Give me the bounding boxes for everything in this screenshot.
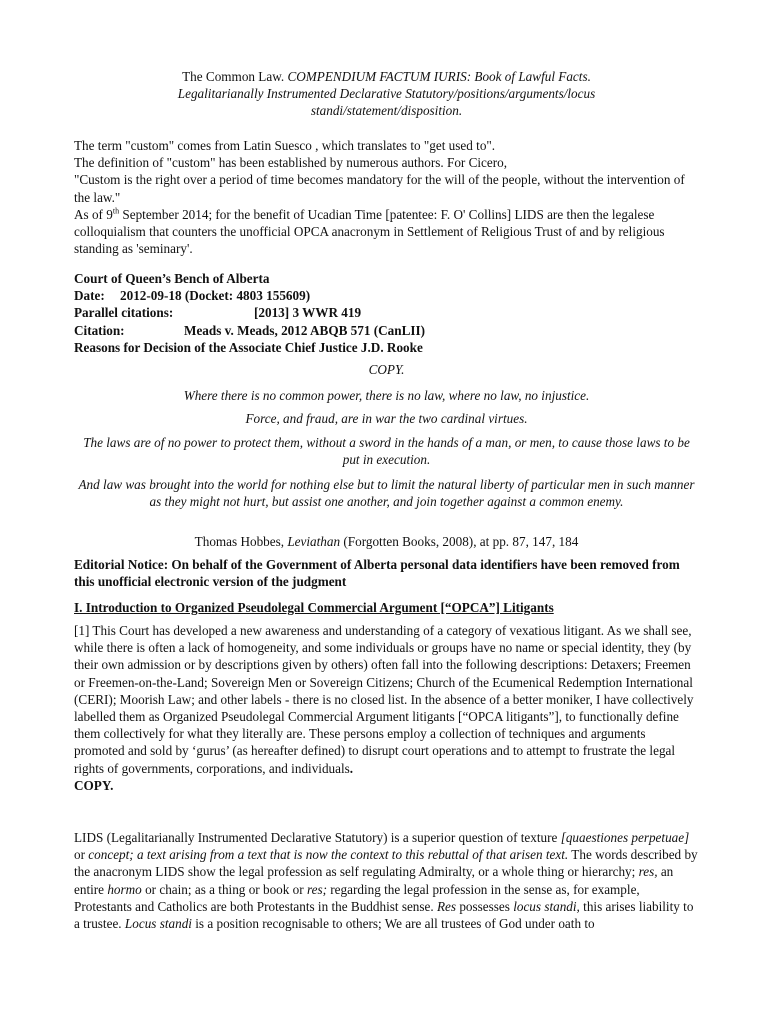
lids-italic-8: Locus standi xyxy=(124,916,192,932)
header-line-1 xyxy=(74,68,699,85)
header-line-2: Legalitarianally Instrumented Declarative Statutory/positions/arguments/locus xyxy=(177,86,596,102)
header-title: COMPENDIUM FACTUM IURIS: Book of Lawful Facts. xyxy=(287,69,591,84)
citation-label: Citation: xyxy=(74,322,125,338)
section-heading: I. Introduction to Organized Pseudolegal Commercial Argument [“OPCA”] Litigants xyxy=(74,600,554,615)
lids-text-5: or chain; as a thing or book or xyxy=(141,881,307,897)
as-of-prefix: As of 9 xyxy=(74,206,113,222)
quote-attribution xyxy=(74,533,699,550)
case-parallel-citations xyxy=(74,304,699,321)
intro-block xyxy=(74,137,699,257)
lids-italic-7: locus standi, xyxy=(513,898,580,914)
lids-text-4: an entire xyxy=(74,864,674,897)
lids-text-1: LIDS (Legalitarianally Instrumented Declarative Statutory) is a superior question of texture xyxy=(74,830,561,845)
parallel-value: [2013] 3 WWR 419 xyxy=(254,305,362,321)
intro-quote: "Custom is the right over a period of time becomes mandatory for the will of the people, without the intervention of the law." xyxy=(74,172,685,205)
paragraph-1 xyxy=(74,622,699,794)
case-reasons: Reasons for Decision of the Associate Chief Justice J.D. Rooke xyxy=(74,339,423,355)
attribution-author: Thomas Hobbes, xyxy=(194,534,288,549)
as-of-text: September 2014; for the benefit of Ucadian Time [patentee: F. O' Collins] LIDS are then the legalese colloquialism that counters the unofficial OPCA anacronym in Settlement of Religious Trust of and by religious standing as 'seminary'. xyxy=(74,206,665,257)
paragraph-1-text: [1] This Court has developed a new awareness and understanding of a category of vexatious litigant. As we shall see, while there is often a lack of homogeneity, and some individuals or groups have no name or special identity, they (by their own admission or by descriptions given by others) often fall into the following descriptions: Detaxers; Freemen or Freemen-on-the-Land; Sovereign Men or Sovereign Citizens; Church of the Ecumenical Redemption International (CERI); Moorish Law; and other labels - there is no closed list. In the absence of a better moniker, I have collectively labelled them as Organized Pseudolegal Commercial Argument litigants [“OPCA litigants”], to functionally define them collectively for what they literally are. These persons employ a collection of techniques and arguments promoted and sold by ‘gurus’ (as hereafter defined) to disrupt court operations and to attempt to frustrate the legal rights of governments, corporations, and individuals xyxy=(74,623,694,776)
lids-paragraph xyxy=(74,829,699,932)
lids-italic-4: hormo xyxy=(107,881,142,897)
date-value: 2012-09-18 (Docket: 4803 155609) xyxy=(120,288,311,304)
intro-line-1: The term "custom" comes from Latin Suesco , which translates to "get used to". xyxy=(74,138,496,153)
court-name: Court of Queen’s Bench of Alberta xyxy=(74,271,270,286)
lids-italic-5: res; xyxy=(306,881,327,897)
date-label: Date: xyxy=(74,288,105,304)
intro-as-of xyxy=(74,206,699,258)
lids-text-9: is a position recognisable to others; We are all trustees of God under oath to xyxy=(191,916,595,932)
copy-label: COPY. xyxy=(368,362,405,377)
attribution-title: Leviathan xyxy=(287,534,341,549)
quote-3: The laws are of no power to protect them, without a sword in the hands of a man, or men, to cause those laws to be put in execution. xyxy=(83,435,690,468)
quote-2: Force, and fraud, are in war the two cardinal virtues. xyxy=(245,411,528,426)
citation-value: Meads v. Meads, 2012 ABQB 571 (CanLII) xyxy=(184,322,426,338)
lids-text-2: or xyxy=(74,847,89,863)
editorial-notice: Editorial Notice: On behalf of the Government of Alberta personal data identifiers have been removed from this unofficial electronic version of the judgment xyxy=(74,557,680,590)
intro-line-2: The definition of "custom" has been established by numerous authors. For Cicero, xyxy=(74,155,508,171)
case-citation xyxy=(74,322,699,339)
lids-text-8: this arises liability to a trustee. xyxy=(74,898,694,932)
quote-4: And law was brought into the world for nothing else but to limit the natural liberty of particular men in such manner as they might not hurt, but assist one another, and join together against a common enemy. xyxy=(78,477,695,510)
lids-text-6: regarding the legal profession in the sense as, for example, Protestants and Catholics are both Protestants in the Buddhist sense. xyxy=(74,881,640,914)
case-date xyxy=(74,287,699,304)
paragraph-1-period: . xyxy=(349,760,354,776)
case-info xyxy=(74,270,699,356)
lids-text-7: possesses xyxy=(456,898,514,914)
lids-italic-1: [quaestiones perpetuae] xyxy=(560,830,690,845)
lids-italic-3: res, xyxy=(638,864,658,880)
quote-1: Where there is no common power, there is no law, where no law, no injustice. xyxy=(183,388,590,403)
paragraph-1-copy: COPY. xyxy=(74,777,114,793)
document-header xyxy=(74,68,699,120)
lids-text-3: The words described by the anacronym LIDS show the legal profession as self regulating Admiralty, or a whole thing or hierarchy; xyxy=(74,847,698,880)
lids-italic-6: Res xyxy=(436,898,457,914)
header-lead: The Common Law. xyxy=(182,69,288,84)
parallel-label: Parallel citations: xyxy=(74,305,174,321)
lids-italic-2: concept; a text arising from a text that is now the context to this rebuttal of that arisen text. xyxy=(88,847,569,863)
attribution-source: (Forgotten Books, 2008), at pp. 87, 147, 184 xyxy=(340,534,579,549)
header-line-3: standi/statement/disposition. xyxy=(310,103,463,119)
as-of-superscript: th xyxy=(112,206,120,216)
